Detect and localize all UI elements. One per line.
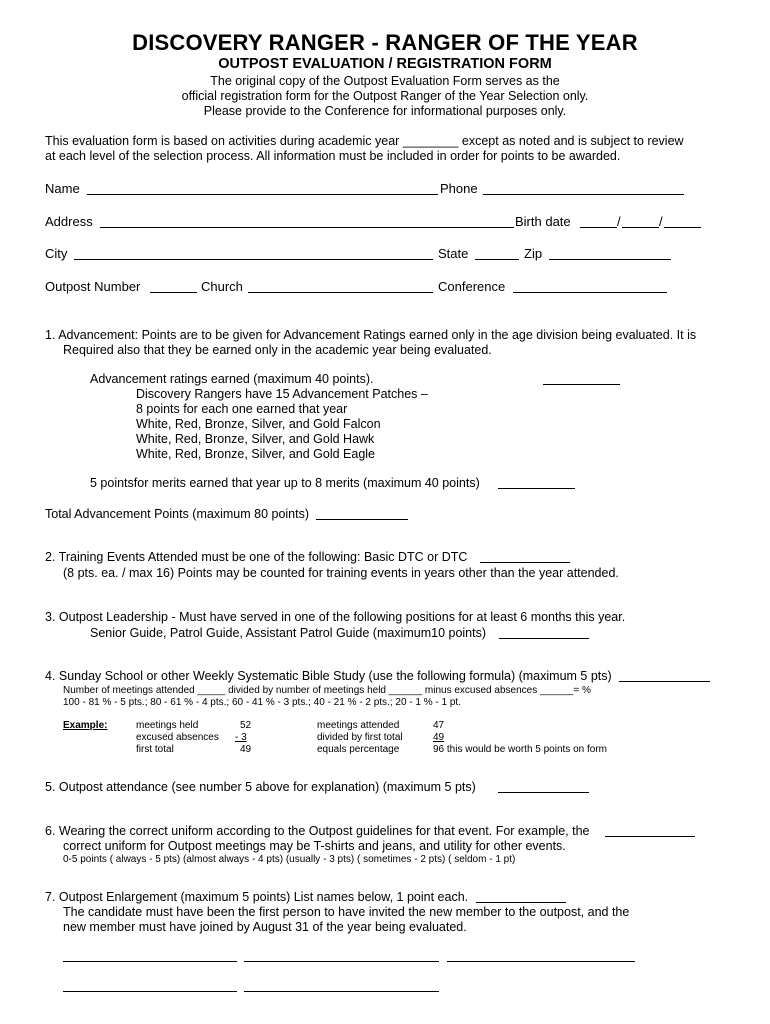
birth-date-label: Birth date xyxy=(515,214,571,229)
s1-patches-5: White, Red, Bronze, Silver, and Gold Eagle xyxy=(136,447,376,461)
conference-field[interactable] xyxy=(513,292,667,293)
new-member-name-field-2[interactable] xyxy=(244,961,439,962)
new-member-name-field-3[interactable] xyxy=(447,961,635,962)
s1-total-label: Total Advancement Points (maximum 80 points) xyxy=(45,507,310,521)
zip-field[interactable] xyxy=(549,259,671,260)
birth-day-field[interactable] xyxy=(622,227,659,228)
s1-ratings-label: Advancement ratings earned (maximum 40 points). xyxy=(90,372,374,386)
new-member-name-field-1[interactable] xyxy=(63,961,237,962)
new-member-name-field-5[interactable] xyxy=(244,991,439,992)
s5-line-1: 5. Outpost attendance (see number 5 above for explanation) (maximum 5 pts) xyxy=(45,780,476,794)
church-label: Church xyxy=(201,279,243,294)
phone-label: Phone xyxy=(440,181,478,196)
s7-field[interactable] xyxy=(476,902,566,903)
s4-example-right-value-3: 96 this would be worth 5 points on form xyxy=(433,744,607,755)
city-label: City xyxy=(45,246,68,261)
s2-line-2: (8 pts. ea. / max 16) Points may be counted for training events in years other than the year attended. xyxy=(63,566,619,580)
s4-example-left-value-3: 49 xyxy=(240,744,252,755)
header-note-1: The original copy of the Outpost Evaluation Form serves as the xyxy=(210,74,560,88)
s1-patches-2: 8 points for each one earned that year xyxy=(136,402,348,416)
header-note-2: official registration form for the Outpost Ranger of the Year Selection only. xyxy=(181,89,589,103)
s1-merits-label: 5 pointsfor merits earned that year up to 8 merits (maximum 40 points) xyxy=(90,476,480,490)
address-label: Address xyxy=(45,214,93,229)
s6-line-1: 6. Wearing the correct uniform according to the Outpost guidelines for that event. For example, the xyxy=(45,824,590,838)
s4-example-label: Example: xyxy=(63,720,108,731)
intro-line-2: at each level of the selection process. All information must be included in order for points to be awarded. xyxy=(45,149,621,163)
birth-month-field[interactable] xyxy=(580,227,617,228)
s1-line-2: Required also that they be earned only in the academic year being evaluated. xyxy=(63,343,492,357)
name-label: Name xyxy=(45,181,80,196)
s4-example-left-value-2: - 3 xyxy=(235,732,247,743)
s4-example-right-value-2: 49 xyxy=(433,732,445,743)
s3-line-1: 3. Outpost Leadership - Must have served in one of the following positions for at least 6 months this year. xyxy=(45,610,626,624)
s4-line-1: 4. Sunday School or other Weekly Systematic Bible Study (use the following formula) (maximum 5 pts) xyxy=(45,669,612,683)
outpost-number-field[interactable] xyxy=(150,292,197,293)
s4-field[interactable] xyxy=(619,681,710,682)
s6-line-2: correct uniform for Outpost meetings may be T-shirts and jeans, and utility for other events. xyxy=(63,839,566,853)
form-subtitle: OUTPOST EVALUATION / REGISTRATION FORM xyxy=(218,56,552,72)
s1-line-1: 1. Advancement: Points are to be given for Advancement Ratings earned only in the age division being evaluated. It is xyxy=(45,328,697,342)
s4-example-left-label-1: meetings held xyxy=(136,720,199,731)
address-field[interactable] xyxy=(100,227,514,228)
s4-example-left-label-2: excused absences xyxy=(136,732,219,743)
s6-field[interactable] xyxy=(605,836,695,837)
birth-year-field[interactable] xyxy=(664,227,701,228)
city-field[interactable] xyxy=(74,259,433,260)
s3-field[interactable] xyxy=(499,638,589,639)
state-field[interactable] xyxy=(475,259,519,260)
s1-total-field[interactable] xyxy=(316,519,408,520)
new-member-name-field-4[interactable] xyxy=(63,991,237,992)
s6-line-3: 0-5 points ( always - 5 pts) (almost always - 4 pts) (usually - 3 pts) ( sometimes - 2 pts) ( seldom - 1 pt) xyxy=(63,854,516,865)
s4-example-right-label-3: equals percentage xyxy=(317,744,400,755)
s7-line-1: 7. Outpost Enlargement (maximum 5 points) List names below, 1 point each. xyxy=(45,890,469,904)
birth-date-slash-2: / xyxy=(659,214,663,229)
s7-line-3: new member must have joined by August 31 of the year being evaluated. xyxy=(63,920,467,934)
s1-patches-3: White, Red, Bronze, Silver, and Gold Falcon xyxy=(136,417,381,431)
s3-line-2: Senior Guide, Patrol Guide, Assistant Patrol Guide (maximum10 points) xyxy=(90,626,487,640)
header-note-3: Please provide to the Conference for informational purposes only. xyxy=(203,104,567,118)
birth-date-slash-1: / xyxy=(617,214,621,229)
s4-scale: 100 - 81 % - 5 pts.; 80 - 61 % - 4 pts.; 60 - 41 % - 3 pts.; 40 - 21 % - 2 pts.; 20 - 1 % - 1 pt. xyxy=(63,697,461,708)
s1-patches-1: Discovery Rangers have 15 Advancement Patches – xyxy=(136,387,428,401)
name-field[interactable] xyxy=(87,194,438,195)
state-label: State xyxy=(438,246,469,261)
church-field[interactable] xyxy=(248,292,433,293)
intro-line-1: This evaluation form is based on activities during academic year ________ except as noted and is subject to review xyxy=(45,134,684,148)
s4-example-right-label-1: meetings attended xyxy=(317,720,400,731)
s1-merits-field[interactable] xyxy=(498,488,575,489)
phone-field[interactable] xyxy=(483,194,684,195)
form-title: DISCOVERY RANGER - RANGER OF THE YEAR xyxy=(132,30,638,55)
s4-example-left-value-1: 52 xyxy=(240,720,252,731)
s5-field[interactable] xyxy=(498,792,589,793)
s2-line-1: 2. Training Events Attended must be one of the following: Basic DTC or DTC xyxy=(45,550,468,564)
s4-example-right-value-1: 47 xyxy=(433,720,445,731)
zip-label: Zip xyxy=(524,246,543,261)
s4-example-right-label-2: divided by first total xyxy=(317,732,403,743)
s1-patches-4: White, Red, Bronze, Silver, and Gold Hawk xyxy=(136,432,375,446)
s7-line-2: The candidate must have been the first person to have invited the new member to the outpost, and the xyxy=(63,905,630,919)
outpost-number-label: Outpost Number xyxy=(45,279,141,294)
s4-formula: Number of meetings attended _____ divided by number of meetings held ______ minus excused absences ______= % xyxy=(63,685,591,696)
s4-example-left-label-3: first total xyxy=(136,744,174,755)
s1-ratings-field[interactable] xyxy=(543,384,620,385)
conference-label: Conference xyxy=(438,279,506,294)
s2-field[interactable] xyxy=(480,562,570,563)
